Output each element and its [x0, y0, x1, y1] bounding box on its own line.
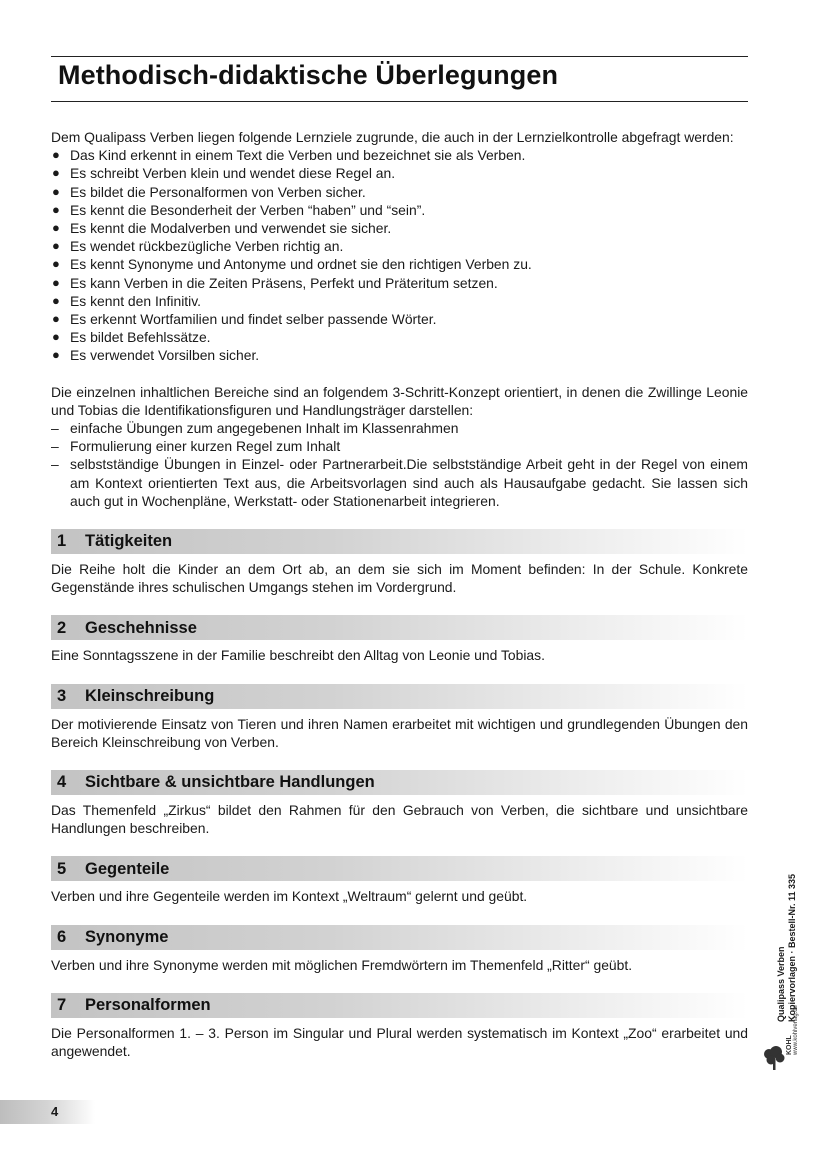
- list-item: [51, 419, 748, 437]
- section-heading: Kleinschreibung: [85, 687, 215, 706]
- goal-text: Es erkennt Wortfamilien und findet selber passende Wörter.: [70, 311, 437, 328]
- section-text: Das Themenfeld „Zirkus“ bildet den Rahmen für den Gebrauch von Verben, die sichtbare und unsichtbare Handlungen beschreiben.: [51, 802, 748, 837]
- section-number: 6: [57, 928, 67, 947]
- list-item: [51, 201, 748, 219]
- section-heading-bar: [51, 684, 748, 709]
- section-number: 2: [57, 618, 67, 637]
- intro-paragraph: Dem Qualipass Verben liegen folgende Lernziele zugrunde, die auch in der Lernzielkontrolle abgefragt werden:: [51, 129, 734, 145]
- section-text: Verben und ihre Synonyme werden mit möglichen Fremdwörtern im Themenfeld „Ritter“ geübt.: [51, 956, 633, 973]
- goal-text: Es verwendet Vorsilben sicher.: [70, 347, 260, 364]
- section-number: 7: [57, 996, 67, 1015]
- goal-text: Es kennt die Besonderheit der Verben “haben” und “sein”.: [70, 201, 426, 218]
- step-text: selbstständige Übungen in Einzel- oder Partnerarbeit.Die selbstständige Arbeit geht in der Regel von einem am Kontext orientierten Text aus, die Arbeitsvorlagen sind auch als Hausaufgabe gedacht. Sie lassen sich auch gut in Wochenpläne, Werkstatt- oder Stationenarbeit integrieren.: [70, 456, 748, 509]
- section-heading: Geschehnisse: [85, 618, 197, 637]
- section-heading: Sichtbare & unsichtbare Handlungen: [85, 773, 375, 792]
- section-heading-bar: [51, 770, 748, 795]
- section-synonyme: [51, 925, 748, 974]
- list-item: [51, 328, 748, 346]
- section-taetigkeiten: [51, 529, 748, 596]
- list-item: [51, 292, 748, 310]
- page-number: 4: [51, 1104, 59, 1119]
- dash-icon: –: [51, 420, 59, 437]
- bullet-icon: ●: [52, 329, 60, 345]
- publisher-logo: [762, 1005, 802, 1075]
- bullet-icon: ●: [52, 311, 60, 327]
- dash-icon: –: [51, 456, 59, 473]
- list-item: [51, 183, 748, 201]
- goal-text: Es kennt die Modalverben und verwendet sie sicher.: [70, 220, 392, 237]
- step-text: einfache Übungen zum angegebenen Inhalt im Klassenrahmen: [70, 420, 459, 437]
- bullet-icon: ●: [52, 274, 60, 290]
- goal-text: Es kann Verben in die Zeiten Präsens, Perfekt und Präteritum setzen.: [70, 274, 498, 291]
- list-item: [51, 237, 748, 255]
- section-number: 5: [57, 859, 67, 878]
- page-title: Methodisch-didaktische Überlegungen: [58, 60, 559, 90]
- goal-text: Es kennt den Infinitiv.: [70, 292, 202, 309]
- bullet-icon: ●: [52, 238, 60, 254]
- logo-brand: KOHL: [786, 1035, 793, 1055]
- side-credit-order-number: Kopiervorlagen · Bestell-Nr. 11 335: [787, 873, 797, 1022]
- goal-text: Es bildet die Personalformen von Verben sicher.: [70, 183, 366, 200]
- section-heading: Tätigkeiten: [85, 532, 173, 551]
- section-text: Eine Sonntagsszene in der Familie beschreibt den Alltag von Leonie und Tobias.: [51, 647, 545, 664]
- goal-text: Es bildet Befehlssätze.: [70, 329, 211, 346]
- list-item: [51, 164, 748, 182]
- logo-url: www.kohlverlag.de: [793, 1004, 799, 1055]
- concept-paragraph: Die einzelnen inhaltlichen Bereiche sind an folgendem 3-Schritt-Konzept orientiert, in denen die Zwillinge Leonie und Tobias die Identifikationsfiguren und Handlungsträger darstellen:: [51, 383, 748, 418]
- bullet-icon: ●: [52, 220, 60, 236]
- goal-text: Es schreibt Verben klein und wendet diese Regel an.: [70, 165, 396, 182]
- section-personalformen: [51, 993, 748, 1060]
- logo-text: [786, 1005, 799, 1055]
- section-gegenteile: [51, 856, 748, 905]
- tree-logo-icon: [762, 1045, 786, 1071]
- title-rule-bottom: [51, 101, 748, 102]
- list-item: [51, 437, 748, 455]
- step-text: Formulierung einer kurzen Regel zum Inhalt: [70, 438, 341, 455]
- section-heading-bar: [51, 856, 748, 881]
- bullet-icon: ●: [52, 347, 60, 363]
- goal-text: Es kennt Synonyme und Antonyme und ordnet sie den richtigen Verben zu.: [70, 256, 532, 273]
- spacer: [51, 365, 748, 383]
- goal-text: Das Kind erkennt in einem Text die Verben und bezeichnet sie als Verben.: [70, 147, 526, 164]
- section-handlungen: [51, 770, 748, 837]
- side-credit: [776, 812, 816, 1022]
- list-item: [51, 455, 748, 510]
- section-text: Verben und ihre Gegenteile werden im Kontext „Weltraum“ gelernt und geübt.: [51, 888, 528, 905]
- page-number-bar: [0, 1100, 95, 1124]
- goal-text: Es wendet rückbezügliche Verben richtig an.: [70, 238, 344, 255]
- side-credit-title: Qualipass Verben: [776, 946, 786, 1022]
- section-number: 4: [57, 773, 67, 792]
- list-item: [51, 346, 748, 364]
- bullet-icon: ●: [52, 183, 60, 199]
- section-text: Die Personalformen 1. – 3. Person im Singular und Plural werden systematisch im Kontext „Zoo“ erarbeitet und angewendet.: [51, 1024, 748, 1060]
- main-content: [51, 128, 748, 1060]
- bullet-icon: ●: [52, 256, 60, 272]
- section-geschehnisse: [51, 615, 748, 664]
- section-heading-bar: [51, 615, 748, 640]
- list-item: [51, 255, 748, 273]
- bullet-icon: ●: [52, 292, 60, 308]
- learning-goals-list: [51, 146, 748, 364]
- section-heading-bar: [51, 529, 748, 554]
- section-heading-bar: [51, 925, 748, 950]
- section-text: Die Reihe holt die Kinder an dem Ort ab, an dem sie sich im Moment befinden: In der Schule. Konkrete Gegenstände ihres schulischen Umgangs stehen im Vordergrund.: [51, 561, 748, 596]
- title-rule-top: [51, 56, 748, 57]
- section-kleinschreibung: [51, 684, 748, 751]
- section-heading: Personalformen: [85, 996, 211, 1015]
- dash-icon: –: [51, 438, 59, 455]
- section-number: 1: [57, 532, 67, 551]
- section-heading: Gegenteile: [85, 859, 170, 878]
- section-number: 3: [57, 687, 67, 706]
- list-item: [51, 310, 748, 328]
- bullet-icon: ●: [52, 147, 60, 163]
- list-item: [51, 274, 748, 292]
- list-item: [51, 219, 748, 237]
- section-text: Der motivierende Einsatz von Tieren und ihren Namen erarbeitet mit wichtigen und grundlegenden Übungen den Bereich Kleinschreibung von Verben.: [51, 715, 748, 750]
- list-item: [51, 146, 748, 164]
- section-heading: Synonyme: [85, 928, 169, 947]
- bullet-icon: ●: [52, 165, 60, 181]
- concept-steps-list: [51, 419, 748, 510]
- section-heading-bar: [51, 993, 748, 1018]
- bullet-icon: ●: [52, 201, 60, 217]
